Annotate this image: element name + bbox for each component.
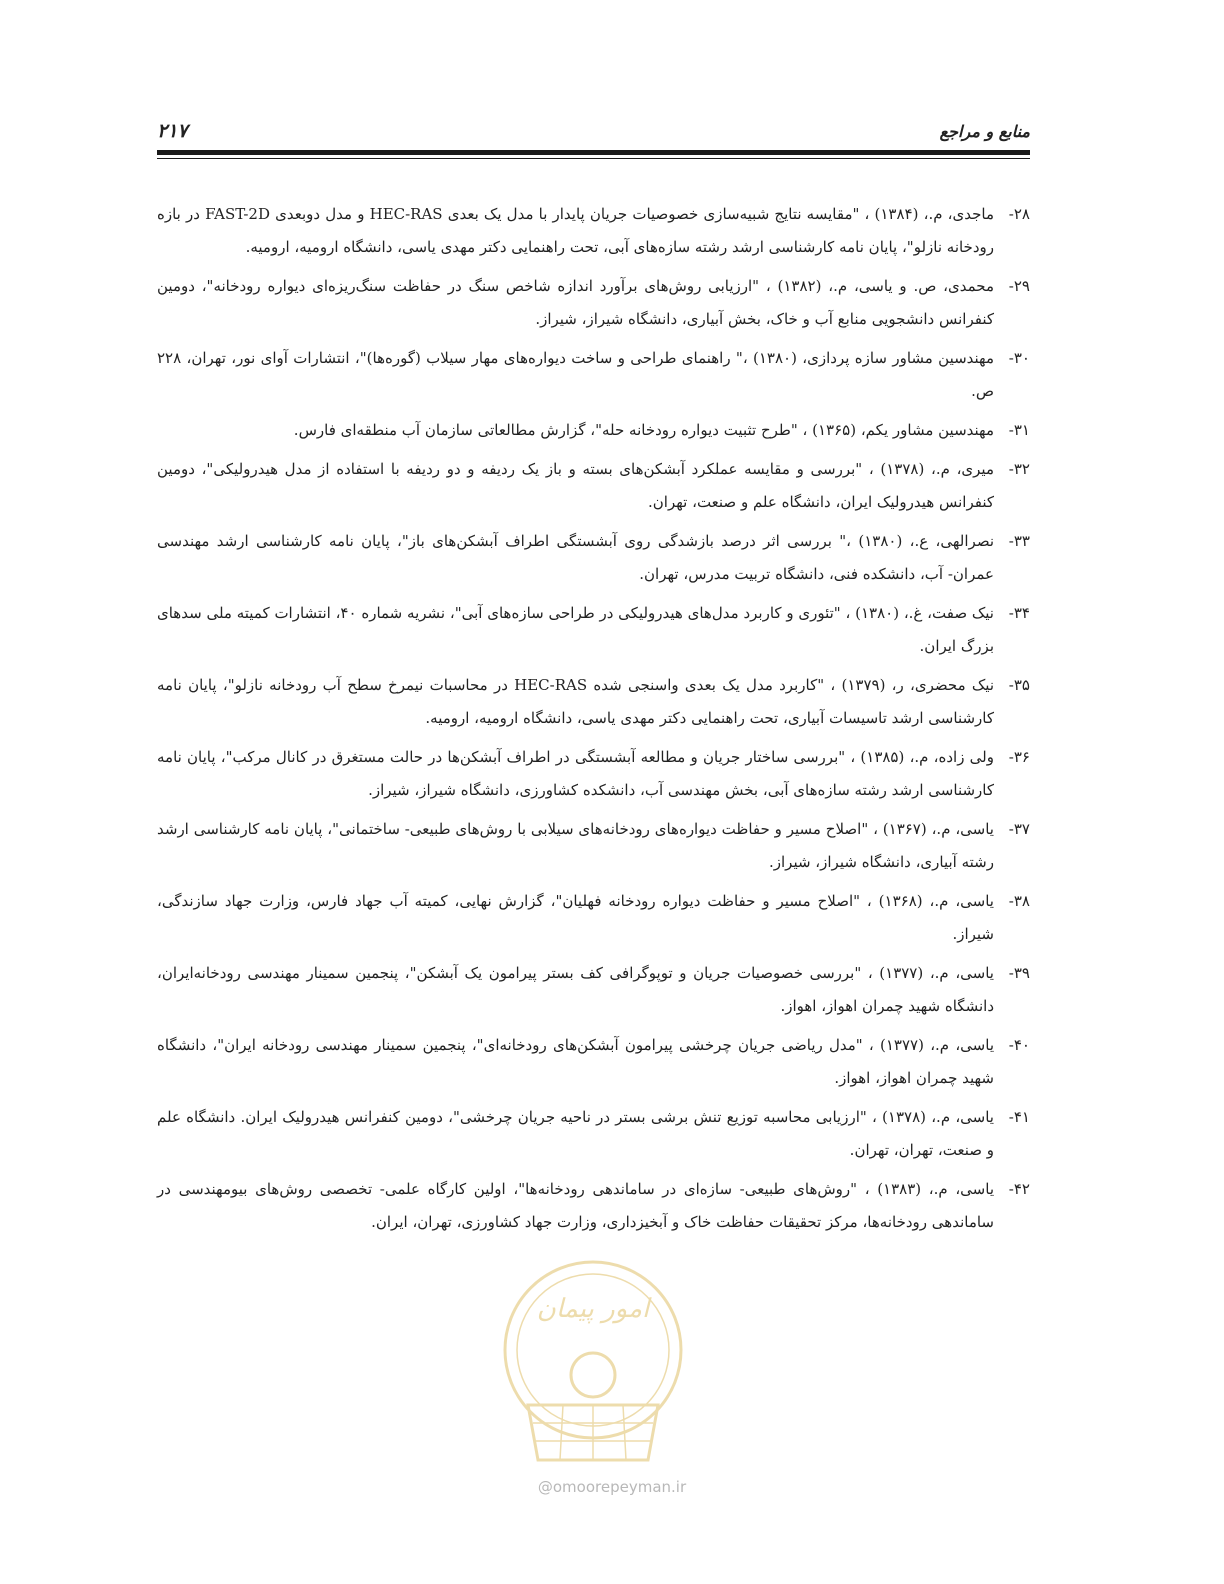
reference-text: یاسی، م.، (۱۳۷۷) ، "بررسی خصوصیات جریان و توپوگرافی کف بستر پیرامون یک آبشکن"، پنجمین سمینار مهندسی رودخانه‌ایران، دانشگاه شهید چمران اهواز، اهواز.: [157, 964, 994, 1015]
reference-list: [157, 198, 1030, 1245]
reference-item: [157, 453, 1030, 519]
page-number: ۲۱۷: [157, 120, 188, 142]
header-rule-thick: [157, 150, 1030, 155]
reference-text: مهندسین مشاور یکم، (۱۳۶۵) ، "طرح تثبیت دیواره رودخانه حله"، گزارش مطالعاتی سازمان آب منطقه‌ای فارس.: [293, 421, 994, 439]
reference-item: [157, 813, 1030, 879]
running-header: [157, 120, 1030, 150]
header-rule-thin: [157, 158, 1030, 159]
reference-item: [157, 525, 1030, 591]
reference-item: [157, 1029, 1030, 1095]
reference-text: یاسی، م.، (۱۳۷۷) ، "مدل ریاضی جریان چرخشی پیرامون آبشکن‌های رودخانه‌ای"، پنجمین سمینار مهندسی رودخانه ایران"، دانشگاه شهید چمران اهواز، اهواز.: [157, 1036, 994, 1087]
reference-item: [157, 198, 1030, 264]
reference-number: ۳۷-: [1008, 820, 1030, 838]
reference-item: [157, 414, 1030, 447]
reference-number: ۳۶-: [1008, 748, 1030, 766]
reference-text: یاسی، م.، (۱۳۶۸) ، "اصلاح مسیر و حفاظت دیواره رودخانه فهلیان"، گزارش نهایی، کمیته آب جهاد فارس، وزارت جهاد سازندگی، شیراز.: [157, 892, 994, 943]
reference-text: محمدی، ص. و یاسی، م.، (۱۳۸۲) ، "ارزیابی روش‌های برآورد اندازه شاخص سنگ در حفاظت سنگ‌ریزه‌ای دیواره رودخانه"، دومین کنفرانس دانشجویی منابع آب و خاک، بخش آبیاری، دانشگاه شیراز، شیراز.: [157, 277, 994, 328]
reference-number: ۴۱-: [1008, 1108, 1030, 1126]
reference-text: نصرالهی، ع.، (۱۳۸۰) ،" بررسی اثر درصد بازشدگی روی آبشستگی اطراف آبشکن‌های باز"، پایان نامه کارشناسی ارشد مهندسی عمران- آب، دانشکده فنی، دانشگاه تربیت مدرس، تهران.: [157, 532, 994, 583]
running-header-title: منابع و مراجع: [939, 122, 1030, 141]
reference-item: [157, 1173, 1030, 1239]
reference-number: ۳۱-: [1008, 421, 1030, 439]
reference-number: ۲۸-: [1008, 205, 1030, 223]
reference-text: یاسی، م.، (۱۳۷۸) ، "ارزیابی محاسبه توزیع تنش برشی بستر در ناحیه جریان چرخشی"، دومین کنفرانس هیدرولیک ایران. دانشگاه علم و صنعت، تهران، تهران.: [157, 1108, 994, 1159]
reference-text: ماجدی، م.، (۱۳۸۴) ، "مقایسه نتایج شبیه‌سازی خصوصیات جریان پایدار با مدل یک بعدی HEC-RAS و مدل دوبعدی FAST-2D در بازه رودخانه نازلو"، پایان نامه کارشناسی ارشد رشته سازه‌های آبی، تحت راهنمایی دکتر مهدی یاسی، دانشگاه ارومیه، ارومیه.: [157, 205, 994, 256]
reference-number: ۳۴-: [1008, 604, 1030, 622]
reference-text: ولی زاده، م.، (۱۳۸۵) ، "بررسی ساختار جریان و مطالعه آبشستگی در اطراف آبشکن‌ها در حالت مستغرق در کانال مرکب"، پایان نامه کارشناسی ارشد رشته سازه‌های آبی، بخش مهندسی آب، دانشکده کشاورزی، دانشگاه شیراز، شیراز.: [157, 748, 994, 799]
watermark-logo: [488, 1255, 698, 1485]
reference-item: [157, 597, 1030, 663]
reference-number: ۳۵-: [1008, 676, 1030, 694]
reference-number: ۳۲-: [1008, 460, 1030, 478]
reference-number: ۳۹-: [1008, 964, 1030, 982]
reference-text: مهندسین مشاور سازه پردازی، (۱۳۸۰) ،" راهنمای طراحی و ساخت دیواره‌های مهار سیلاب (گوره‌ها)"، انتشارات آوای نور، تهران، ۲۲۸ ص.: [157, 349, 995, 400]
reference-text: نیک صفت، غ.، (۱۳۸۰) ، "تئوری و کاربرد مدل‌های هیدرولیکی در طراحی سازه‌های آبی"، نشریه شماره ۴۰، انتشارات کمیته ملی سدهای بزرگ ایران.: [157, 604, 994, 655]
reference-text: یاسی، م.، (۱۳۸۳) ، "روش‌های طبیعی- سازه‌ای در ساماندهی رودخانه‌ها"، اولین کارگاه علمی- تخصصی روش‌های بیومهندسی در ساماندهی رودخانه‌ها، مرکز تحقیقات حفاظت خاک و آبخیزداری، وزارت جهاد کشاورزی، تهران، ایران.: [157, 1180, 994, 1231]
reference-text: یاسی، م.، (۱۳۶۷) ، "اصلاح مسیر و حفاظت دیواره‌های رودخانه‌های سیلابی با روش‌های طبیعی- ساختمانی"، پایان نامه کارشناسی ارشد رشته آبیاری، دانشگاه شیراز، شیراز.: [157, 820, 994, 871]
watermark-site: @omoorepeyman.ir: [537, 1478, 687, 1496]
reference-item: [157, 669, 1030, 735]
reference-number: ۳۳-: [1008, 532, 1030, 550]
reference-item: [157, 270, 1030, 336]
reference-item: [157, 342, 1030, 408]
reference-item: [157, 957, 1030, 1023]
reference-number: ۴۲-: [1008, 1180, 1030, 1198]
reference-number: ۲۹-: [1008, 277, 1030, 295]
watermark-logo-text: امور پیمان: [536, 1294, 650, 1324]
reference-item: [157, 741, 1030, 807]
reference-text: نیک محضری، ر، (۱۳۷۹) ، "کاربرد مدل یک بعدی واسنجی شده HEC-RAS در محاسبات نیمرخ سطح آب رودخانه نازلو"، پایان نامه کارشناسی ارشد تاسیسات آبیاری، تحت راهنمایی دکتر مهدی یاسی، دانشگاه ارومیه، ارومیه.: [157, 676, 994, 727]
reference-item: [157, 1101, 1030, 1167]
reference-text: میری، م.، (۱۳۷۸) ، "بررسی و مقایسه عملکرد آبشکن‌های بسته و باز یک ردیفه و دو ردیفه با استفاده از مدل هیدرولیکی"، دومین کنفرانس هیدرولیک ایران، دانشگاه علم و صنعت، تهران.: [157, 460, 994, 511]
reference-number: ۴۰-: [1008, 1036, 1030, 1054]
reference-item: [157, 885, 1030, 951]
reference-number: ۳۰-: [1008, 349, 1030, 367]
reference-number: ۳۸-: [1008, 892, 1030, 910]
